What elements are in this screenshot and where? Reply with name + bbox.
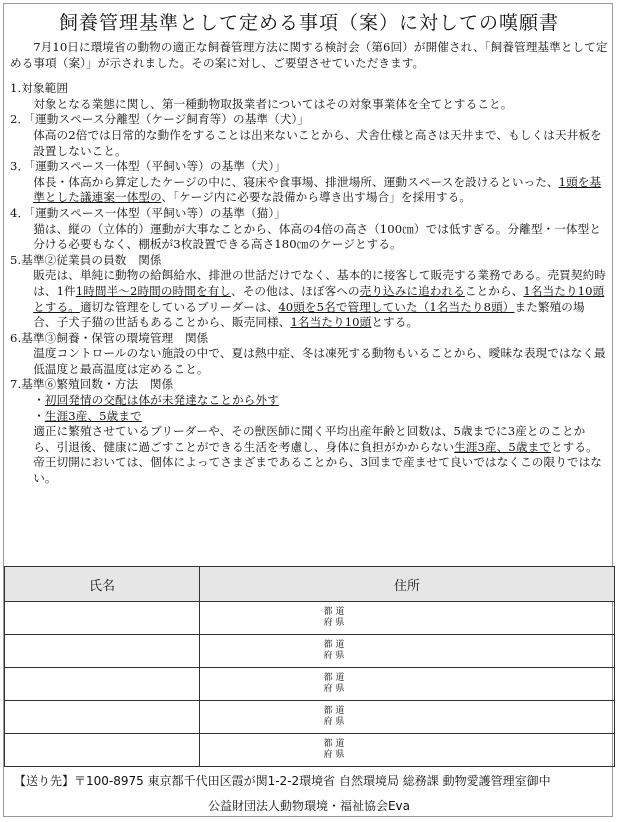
underlined-text: 1名当たり10頭とする。	[33, 283, 605, 314]
prefecture-label	[284, 673, 384, 695]
body-text: とする。	[371, 315, 419, 330]
section-body	[33, 424, 608, 486]
mailing-address: 【送り先】〒100-8975 東京都千代田区霞が関1-2-2環境省 自然環境局 総務課 動物愛護管理室御中	[14, 774, 551, 788]
underlined-text: 40頭を5名で管理していた（1名当たり8頭）	[278, 299, 515, 314]
signature-row	[5, 602, 615, 635]
body-text: 体長・体高から算定したケージの中に、寝床や食事場、排泄場所、運動スペースを設けるといった、	[33, 174, 559, 189]
address-cell[interactable]	[200, 635, 615, 668]
underlined-text: 生涯3産、5歳まで	[454, 439, 551, 454]
bullet-text: 初回発情の交配は体が未発達なことから外す	[44, 393, 279, 408]
section-heading: 2．「運動スペース分離型（ケージ飼育等）の基準（犬）」	[10, 112, 310, 127]
signature-row	[5, 734, 615, 767]
underlined-text: 1頭を基準とした議連案一体型の	[33, 174, 602, 205]
address-column-header: 住所	[200, 567, 615, 602]
name-cell[interactable]	[5, 701, 200, 734]
section-heading: 1.対象範囲	[10, 81, 69, 96]
prefecture-line-1: 都 道	[323, 640, 345, 650]
signature-row	[5, 701, 615, 734]
address-cell[interactable]	[200, 602, 615, 635]
section-body	[33, 97, 608, 113]
prefecture-line-1: 都 道	[323, 673, 345, 683]
prefecture-line-1: 都 道	[323, 706, 345, 716]
body-text: また繁殖の場合、子犬子猫の世話もあることから、販売同様、	[33, 299, 585, 330]
body-text: ことから、	[464, 283, 524, 298]
prefecture-label	[284, 607, 384, 629]
body-text: 、「ケージ内に必要な設備から導き出す場合」を採用する。	[161, 190, 472, 205]
body-text: 適切な管理をしているブリーダーは、	[79, 299, 279, 314]
bullet-item: ・生涯3産、5歳まで	[33, 408, 142, 423]
prefecture-line-2: 府 県	[323, 651, 345, 661]
section-heading: 3．「運動スペース一体型（平飼い等）の基準（犬）」	[10, 159, 286, 174]
underlined-text: 1時間半～2時間の時間を有し	[75, 283, 232, 298]
bullet-item: ・初回発情の交配は体が未発達なことから外す	[33, 393, 279, 408]
prefecture-label	[284, 706, 384, 728]
prefecture-label	[284, 640, 384, 662]
signature-row	[5, 668, 615, 701]
prefecture-line-1: 都 道	[323, 607, 345, 617]
prefecture-line-2: 府 県	[323, 750, 345, 760]
address-cell[interactable]	[200, 701, 615, 734]
body-text: 温度コントロールのない施設の中で、夏は熱中症、冬は凍死する動物もいることから、曖昧な表現ではなく最低温度と最高温度は定めること。	[33, 346, 606, 376]
body-text: 対象となる業態に関し、第一種動物取扱業者についてはその対象事業体を全てとすること。	[33, 96, 513, 111]
section-heading: 5.基準②従業員の員数 関係	[10, 252, 162, 267]
body-text: 販売は、単純に動物の給餌給水、排泄の世話だけでなく、基本的に接客して販売する業務である。売買契約時は、1件	[33, 268, 606, 298]
name-cell[interactable]	[5, 635, 200, 668]
name-cell[interactable]	[5, 668, 200, 701]
body-text: 、その他は、ほぼ客への	[231, 283, 360, 298]
bullet-text: 生涯3産、5歳まで	[44, 408, 142, 423]
address-cell[interactable]	[200, 734, 615, 767]
prefecture-line-2: 府 県	[323, 684, 345, 694]
organization-name: 公益財団法人動物環境・福祉協会Eva	[207, 799, 411, 813]
section-body	[33, 346, 608, 377]
signature-row	[5, 635, 615, 668]
section-heading: 4．「運動スペース一体型（平飼い等）の基準（猫）」	[10, 205, 286, 220]
body-text: 体高の2倍では日常的な動作をすることは出来ないことから、犬舎仕様と高さは天井まで、もしくは天井板を設置しないこと。	[33, 127, 602, 158]
body-text: とする。帝王切開においては、個体によってさまざまであることから、3回まで産ませて良いではなくこの限りではない。	[33, 439, 602, 486]
body-text: 猫は、縦の（立体的）運動が大事なことから、体高の4倍の高さ（100㎝）では低すぎる。分離型・一体型と分ける必要もなく、棚板が3枚設置できる高さ180㎝のケージとする。	[33, 221, 602, 252]
name-cell[interactable]	[5, 734, 200, 767]
underlined-text: 1名当たり10頭	[290, 315, 372, 330]
section-body	[33, 128, 608, 159]
prefecture-line-2: 府 県	[323, 717, 345, 727]
prefecture-line-2: 府 県	[323, 618, 345, 628]
prefecture-line-1: 都 道	[323, 739, 345, 749]
section-heading: 6.基準③飼養・保管の環境管理 関係	[10, 330, 209, 345]
name-column-header: 氏名	[5, 567, 200, 602]
section-body	[33, 268, 608, 330]
name-cell[interactable]	[5, 602, 200, 635]
page-title: 飼養管理基準として定める事項（案）に対しての嘆願書	[58, 12, 559, 34]
section-body	[33, 175, 608, 206]
body-text: 適正に繁殖させているブリーダーや、その獣医師に聞く平均出産年齢と回数は、5歳までに3産とのことから、引退後、健康に過ごすことができる生活を考慮し、身体に負担がかからない	[33, 424, 586, 454]
petition-body	[10, 40, 608, 487]
address-cell[interactable]	[200, 668, 615, 701]
intro-paragraph: 7月10日に環境省の動物の適正な飼養管理方法に関する検討会（第6回）が開催され、「飼養管理基準として定める事項（案）」が示されました。その案に対し、ご要望させていただきます。	[10, 40, 608, 70]
signature-table	[4, 566, 615, 767]
prefecture-label	[284, 739, 384, 761]
section-heading: 7.基準⑥繁殖回数・方法 関係	[10, 377, 174, 392]
underlined-text: 売り込みに追われる	[359, 283, 465, 298]
section-body	[33, 222, 608, 253]
